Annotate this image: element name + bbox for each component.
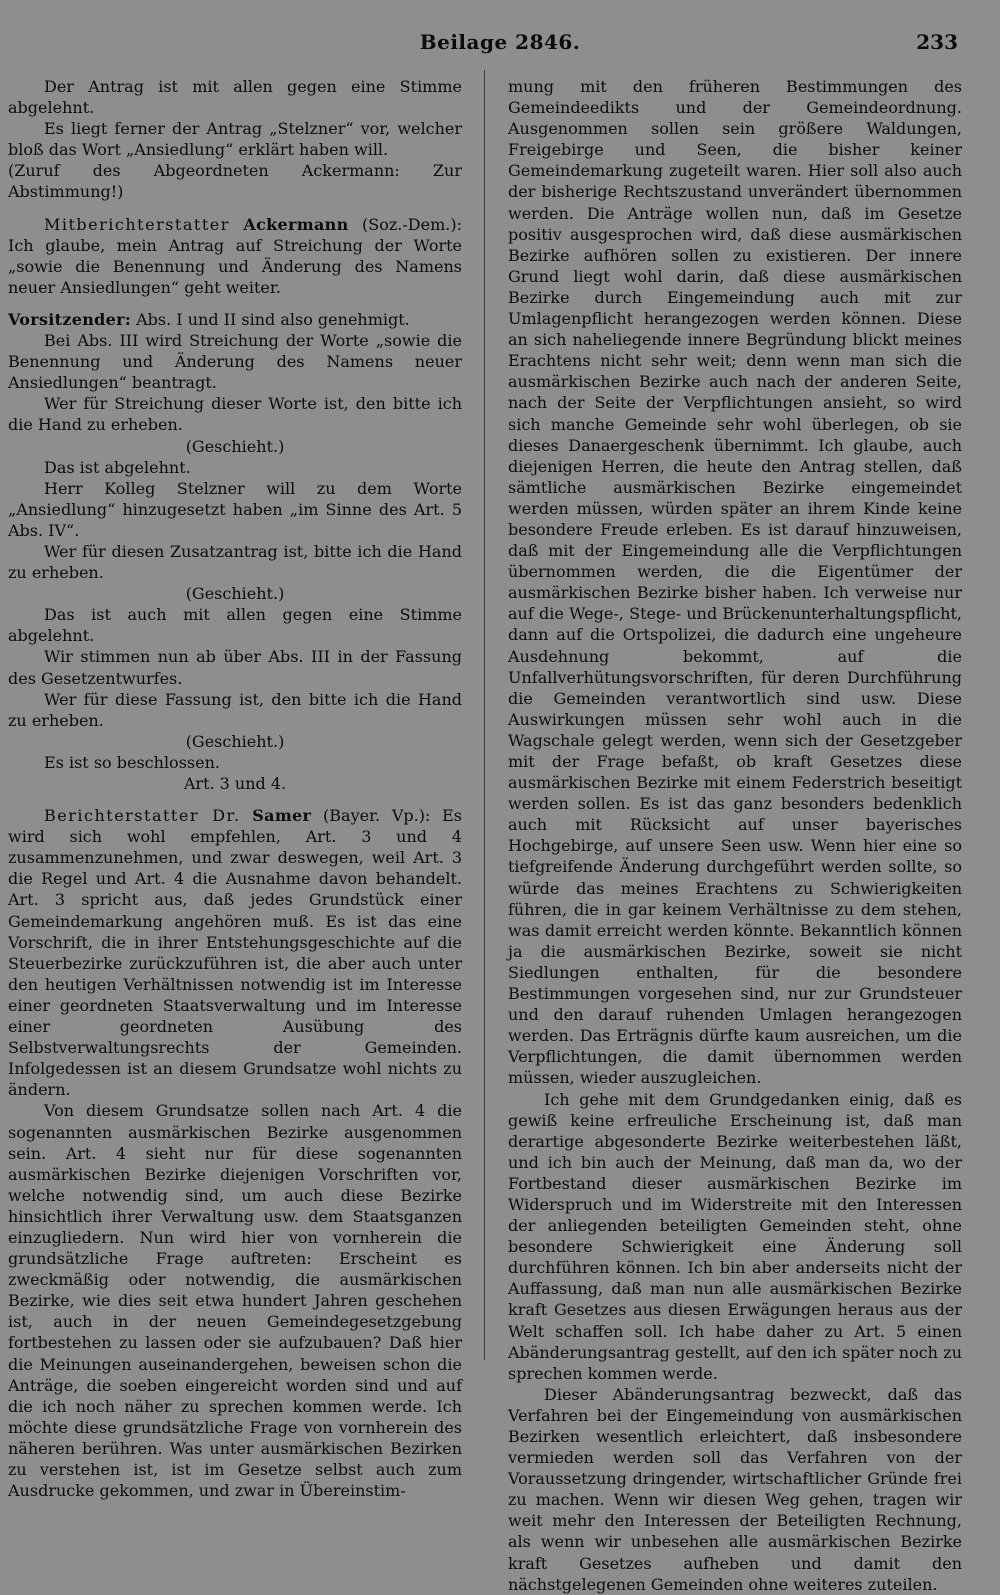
- paragraph: Der Antrag ist mit allen gegen eine Stimme abgelehnt.: [8, 77, 462, 118]
- paragraph: Wer für diese Fassung ist, den bitte ich die Hand zu erheben.: [8, 689, 462, 730]
- interjection: (Zuruf des Abgeordneten Ackermann: Zur Abstimmung!): [8, 161, 462, 202]
- speech-chair: [8, 309, 462, 330]
- column-divider: [484, 70, 485, 1360]
- speaker-name: Samer: [252, 806, 312, 826]
- section-heading: Art. 3 und 4.: [183, 774, 287, 793]
- paragraph: Von diesem Grundsatze sollen nach Art. 4 die sogenannten ausmärkischen Bezirke ausgenommen sein. Art. 4 sieht nur für diese sogenannten ausmärkischen Bezirke diejenigen Vorschriften vor, welche notwendig sind, um auch diese Bezirke hinsichtlich ihrer Verwaltung usw. dem Staatsganzen einzugliedern. Nun wird hier von vornherein die grundsätzliche Frage auftreten: Erscheint es zweckmäßig oder notwendig, die ausmärkischen Bezirke, wie dies seit etwa hundert Jahren geschehen ist, auch in der neuen Gemeindegesetzgebung fortbestehen zu lassen oder sie aufzubauen? Daß hier die Meinungen auseinandergehen, beweisen schon die Anträge, die soeben eingereicht worden sind und auf die ich noch näher zu sprechen kommen werde. Ich möchte diese grundsätzliche Frage von vornherein des näheren berühren. Was unter ausmärkischen Bezirken zu verstehen ist, ist im Gesetze selbst auch zum Ausdrucke gekommen, und zwar in Übereinstim-: [8, 1101, 462, 1501]
- right-column: [508, 76, 962, 1594]
- stage-note: (Geschieht.): [185, 731, 285, 751]
- speech-text: (Bayer. Vp.): Es wird sich wohl empfehlen, Art. 3 und 4 zusammenzunehmen, und zwar deswegen, weil Art. 3 die Regel und Art. 4 die Ausnahme davon behandelt. Art. 3 spricht aus, daß jedes Grundstück einer Gemeindemarkung angehören muß. Es ist das eine Vorschrift, die in ihrer Entstehungsgeschichte auf die Steuerbezirke zurückzuführen ist, die aber auch unter den heutigen Verhältnissen notwendig ist im Interesse einer geordneten Staatsverwaltung und im Interesse einer geordneten Ausübung des Selbstverwaltungsrechts der Gemeinden. Infolgedessen ist an diesem Grundsatze wohl nichts zu ändern.: [8, 806, 462, 1100]
- speaker-name: Ackermann: [243, 214, 349, 234]
- page-number: 233: [916, 30, 958, 54]
- running-title: Beilage 2846.: [419, 30, 581, 54]
- speaker-role: Mitberichterstatter: [44, 214, 230, 234]
- speech-text: (Soz.-Dem.): Ich glaube, mein Antrag auf Streichung der Worte „sowie die Benennung und Änderung des Namens neuer Ansiedlungen“ geht weiter.: [8, 214, 462, 297]
- paragraph: Es ist so beschlossen.: [44, 752, 220, 772]
- paragraph: Das ist auch mit allen gegen eine Stimme abgelehnt.: [8, 605, 462, 646]
- page-header: [0, 30, 1000, 60]
- speech-text: Abs. I und II sind also genehmigt.: [136, 309, 410, 329]
- paragraph: Dieser Abänderungsantrag bezweckt, daß das Verfahren bei der Eingemeindung von ausmärkischen Bezirken wesentlich erleichtert, daß insbesondere vermieden werden soll das Verfahren von der Voraussetzung dringender, wirtschaftlicher Gründe frei zu machen. Wenn wir diesen Weg gehen, tragen wir weit mehr den Interessen der Beteiligten Rechnung, als wenn wir unbesehen alle ausmärkischen Bezirke kraft Gesetzes aufheben und damit den nächstgelegenen Gemeinden ohne weiteres zuteilen.: [508, 1384, 962, 1594]
- paragraph: Bei Abs. III wird Streichung der Worte „sowie die Benennung und Änderung des Namens neuer Ansiedlungen“ beantragt.: [8, 331, 462, 393]
- paragraph: Das ist abgelehnt.: [44, 457, 191, 477]
- stage-note: (Geschieht.): [185, 436, 285, 456]
- paragraph: Ich gehe mit dem Grundgedanken einig, daß es gewiß keine erfreuliche Erscheinung ist, daß man derartige abgesonderte Bezirke weiterbestehen läßt, und ich bin auch der Meinung, daß man da, wo der Fortbestand dieser ausmärkischen Bezirke im Widerspruch und im Widerstreite mit den Interessen der anliegenden beteiligten Gemeinden steht, ohne besondere Schwierigkeit eine Änderung soll durchführen können. Ich bin aber anderseits nicht der Auffassung, daß man nun alle ausmärkischen Bezirke kraft Gesetzes aus diesen Erwägungen heraus aus der Welt schaffen soll. Ich habe daher zu Art. 5 einen Abänderungsantrag gestellt, auf den ich später noch zu sprechen kommen werde.: [508, 1089, 962, 1383]
- speech-samer: [8, 805, 462, 1100]
- speaker-name: Vorsitzender:: [8, 309, 132, 329]
- speaker-role: Berichterstatter Dr.: [44, 806, 241, 826]
- speech-ackermann: [8, 214, 462, 298]
- paragraph: mung mit den früheren Bestimmungen des Gemeindeedikts und der Gemeindeordnung. Ausgenommen sollen sein größere Waldungen, Freigebirge und Seen, die bisher keiner Gemeindemarkung zugeteilt waren. Hier soll also auch der bisherige Rechtszustand unverändert übernommen werden. Die Anträge wollen nun, daß im Gesetze positiv ausgesprochen wird, daß diese ausmärkischen Bezirke aufhören sollen zu existieren. Der innere Grund liegt wohl darin, daß diese ausmärkischen Bezirke durch Eingemeindung auch mit zur Umlagenpflicht herangezogen werden können. Diese an sich naheliegende innere Begründung blickt meines Erachtens nicht sehr weit; denn wenn man sich die ausmärkischen Bezirke auch nach der anderen Seite, nach der Seite der Verpflichtungen ansieht, so wird sich manche Gemeinde sehr wohl überlegen, ob sie dieses Danaergeschenk übernimmt. Ich glaube, auch diejenigen Herren, die heute den Antrag stellen, daß sämtliche ausmärkischen Bezirke eingemeindet werden müssen, würden später an ihrem Kinde keine besondere Freude erleben. Es ist darauf hinzuweisen, daß mit der Eingemeindung alle die Verpflichtungen übernommen werden, die die Eigentümer der ausmärkischen Bezirke bisher haben. Ich verweise nur auf die Wege-, Stege- und Brückenunterhaltungspflicht, dann auf die Ortspolizei, die dadurch eine ungeheure Ausdehnung bekommt, auf die Unfallverhütungsvorschriften, für deren Durchführung die Gemeinden verantwortlich sind usw. Diese Auswirkungen müssen sehr wohl auch in die Wagschale gelegt werden, wenn sich der Gesetzgeber mit der Frage befaßt, ob kraft Gesetzes diese ausmärkischen Bezirke mit einem Federstrich beseitigt werden sollen. Es ist das ganz besonders bedenklich auch mit Rücksicht auf unser bayerisches Hochgebirge, auf unsere Seen usw. Wenn hier eine so tiefgreifende Änderung durchgeführt werden sollte, so würde das meines Erachtens zu Schwierigkeiten führen, die in gar keinem Verhältnisse zu dem stehen, was damit erreicht werden könnte. Bekanntlich können ja die ausmärkischen Bezirke, soweit sie nicht Siedlungen enthalten, für die besondere Bestimmungen vorgesehen sind, nur zur Grundsteuer und den darauf ruhenden Umlagen herangezogen werden. Das Erträgnis dürfte kaum ausreichen, um die Verpflichtungen, die damit übernommen werden müssen, wieder auszugleichen.: [508, 77, 962, 1088]
- left-column: [8, 76, 462, 1501]
- stage-note: (Geschieht.): [185, 584, 285, 604]
- paragraph: Wer für diesen Zusatzantrag ist, bitte ich die Hand zu erheben.: [8, 541, 462, 583]
- paragraph: Wir stimmen nun ab über Abs. III in der Fassung des Gesetzentwurfes.: [8, 647, 462, 688]
- paragraph: Wer für Streichung dieser Worte ist, den bitte ich die Hand zu erheben.: [8, 394, 462, 435]
- paragraph: Es liegt ferner der Antrag „Stelzner“ vor, welcher bloß das Wort „Ansiedlung“ erklärt haben will.: [8, 119, 462, 160]
- paragraph: Herr Kolleg Stelzner will zu dem Worte „Ansiedlung“ hinzugesetzt haben „im Sinne des Art. 5 Abs. IV“.: [8, 478, 462, 540]
